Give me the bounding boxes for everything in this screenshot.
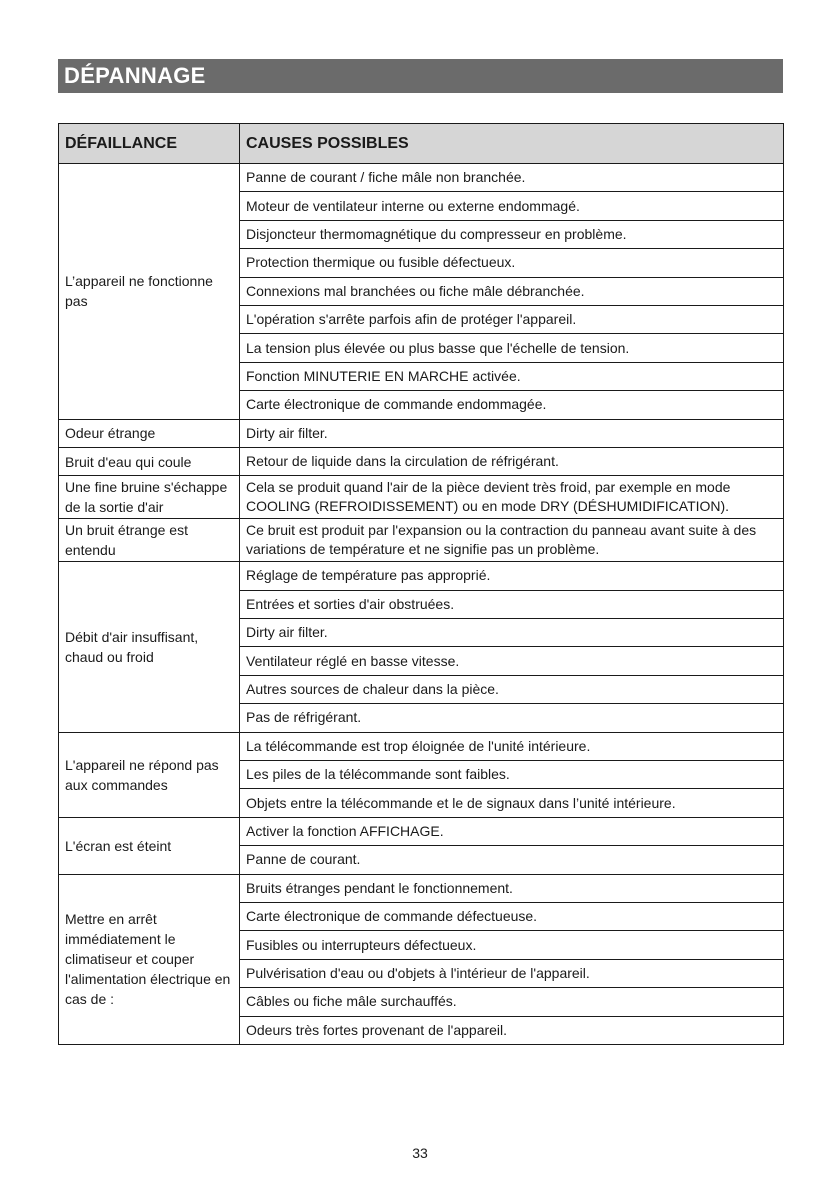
cause-cell: Objets entre la télécommande et le de signaux dans l’unité intérieure. — [240, 789, 784, 817]
table-row — [59, 519, 784, 562]
fault-cell: Bruit d'eau qui coule — [59, 447, 240, 475]
cause-cell: Odeurs très fortes provenant de l'appareil. — [240, 1016, 784, 1044]
cause-cell: Ventilateur réglé en basse vitesse. — [240, 647, 784, 675]
table-row — [59, 732, 784, 760]
cause-cell: Pulvérisation d'eau ou d'objets à l'intérieur de l'appareil. — [240, 959, 784, 987]
fault-cell: Odeur étrange — [59, 419, 240, 447]
page-title: DÉPANNAGE — [58, 59, 783, 93]
table-row — [59, 817, 784, 845]
fault-cell: Une fine bruine s'échappe de la sortie d'air — [59, 476, 240, 519]
cause-cell: Disjoncteur thermomagnétique du compresseur en problème. — [240, 220, 784, 248]
cause-cell: Retour de liquide dans la circulation de réfrigérant. — [240, 447, 784, 475]
cause-cell: La télécommande est trop éloignée de l'unité intérieure. — [240, 732, 784, 760]
cause-cell: La tension plus élevée ou plus basse que l'échelle de tension. — [240, 334, 784, 362]
cause-cell: Autres sources de chaleur dans la pièce. — [240, 675, 784, 703]
cause-cell: Dirty air filter. — [240, 619, 784, 647]
table-row — [59, 476, 784, 519]
cause-cell: Moteur de ventilateur interne ou externe endommagé. — [240, 192, 784, 220]
cause-cell: Carte électronique de commande endommagée. — [240, 391, 784, 419]
cause-cell: Les piles de la télécommande sont faibles. — [240, 761, 784, 789]
cause-cell: L'opération s'arrête parfois afin de protéger l'appareil. — [240, 305, 784, 333]
fault-cell: L'appareil ne répond pas aux commandes — [59, 732, 240, 817]
fault-cell: Débit d'air insuffisant, chaud ou froid — [59, 562, 240, 732]
cause-cell: Pas de réfrigérant. — [240, 704, 784, 732]
cause-cell: Fusibles ou interrupteurs défectueux. — [240, 931, 784, 959]
table-header-row — [59, 124, 784, 164]
troubleshooting-table — [58, 123, 784, 1045]
table-row — [59, 874, 784, 902]
cause-cell: Entrées et sorties d'air obstruées. — [240, 590, 784, 618]
table-row — [59, 447, 784, 475]
cause-cell: Câbles ou fiche mâle surchauffés. — [240, 988, 784, 1016]
cause-cell: Panne de courant. — [240, 846, 784, 874]
fault-cell: Mettre en arrêt immédiatement le climatiseur et couper l'alimentation électrique en cas de : — [59, 874, 240, 1044]
fault-cell: L’appareil ne fonctionne pas — [59, 164, 240, 420]
cause-cell: Réglage de température pas approprié. — [240, 562, 784, 590]
cause-cell: Protection thermique ou fusible défectueux. — [240, 249, 784, 277]
cause-cell: Carte électronique de commande défectueuse. — [240, 902, 784, 930]
table-row — [59, 164, 784, 192]
fault-cell: L'écran est éteint — [59, 817, 240, 874]
table-row — [59, 562, 784, 590]
cause-cell: Connexions mal branchées ou fiche mâle débranchée. — [240, 277, 784, 305]
cause-cell: Cela se produit quand l'air de la pièce devient très froid, par exemple en mode COOLING (REFROIDISSEMENT) ou en mode DRY (DÉSHUMIDIFICATION). — [240, 476, 784, 519]
cause-cell: Activer la fonction AFFICHAGE. — [240, 817, 784, 845]
cause-cell: Fonction MINUTERIE EN MARCHE activée. — [240, 362, 784, 390]
table-row — [59, 419, 784, 447]
cause-cell: Bruits étranges pendant le fonctionnement. — [240, 874, 784, 902]
page-number: 33 — [412, 1145, 428, 1161]
cause-cell: Dirty air filter. — [240, 419, 784, 447]
header-causes: CAUSES POSSIBLES — [240, 124, 784, 164]
header-fault: DÉFAILLANCE — [59, 124, 240, 164]
cause-cell: Panne de courant / fiche mâle non branchée. — [240, 164, 784, 192]
fault-cell: Un bruit étrange est entendu — [59, 519, 240, 562]
cause-cell: Ce bruit est produit par l'expansion ou la contraction du panneau avant suite à des variations de température et ne signifie pas un problème. — [240, 519, 784, 562]
